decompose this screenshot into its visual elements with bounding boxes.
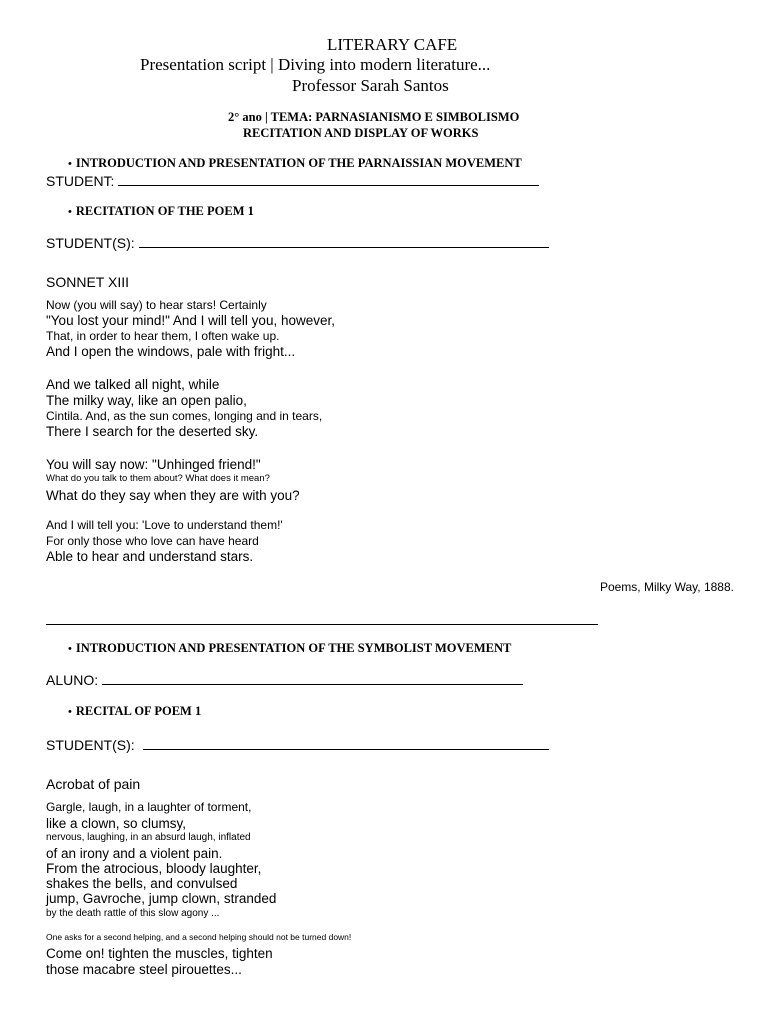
poem-citation: Poems, Milky Way, 1888. [599,580,734,594]
aluno-field-row [46,672,523,688]
bullet-icon: • [68,206,72,218]
poem-line: jump, Gavroche, jump clown, stranded [46,891,277,906]
poem-line: And I open the windows, pale with fright... [46,344,296,359]
poem-title: SONNET XIII [46,274,129,290]
poem-line: those macabre steel pirouettes... [46,962,242,977]
poem-line: That, in order to hear them, I often wake up. [46,329,280,343]
poem-line: shakes the bells, and convulsed [46,876,238,891]
poem-line: by the death rattle of this slow agony ... [46,908,220,919]
students-label: STUDENT(S): [46,737,135,753]
poem-line: And I will tell you: 'Love to understand them!' [46,518,283,532]
parnassian-intro-heading: • INTRODUCTION AND PRESENTATION OF THE PARNAISSIAN MOVEMENT [68,156,522,170]
students-label: STUDENT(S): [46,235,135,251]
poem-line: Now (you will say) to hear stars! Certainly [46,298,267,312]
poem-line: What do they say when they are with you? [46,488,300,503]
poem-line: nervous, laughing, in an absurd laugh, inflated [46,832,251,843]
bullet-icon: • [68,158,72,170]
bullet-icon: • [68,706,72,718]
aluno-label: ALUNO: [46,672,99,688]
student-field-row [46,173,539,189]
poem-line: What do you talk to them about? What does it mean? [46,473,270,484]
poem-line: The milky way, like an open palio, [46,393,247,408]
poem-line: You will say now: "Unhinged friend!" [46,457,261,472]
bullet-icon: • [68,643,72,655]
students-blank-line [143,737,549,750]
poem-line: Able to hear and understand stars. [46,549,254,564]
poem-title-2: Acrobat of pain [46,776,141,792]
students-field-row-2 [46,737,549,753]
poem-line: One asks for a second helping, and a second helping should not be turned down! [46,932,352,942]
grade-theme: 2° ano | TEMA: PARNASIANISMO E SIMBOLISMO [228,110,520,124]
poem-line: "You lost your mind!" And I will tell you, however, [46,313,335,328]
recitation-heading: • RECITATION OF THE POEM 1 [68,204,254,218]
student-blank-line [118,173,539,186]
document-title: LITERARY CAFE [327,35,458,54]
professor-name: Professor Sarah Santos [292,76,449,95]
document-subtitle: Presentation script | Diving into modern literature... [140,55,491,74]
poem-line: And we talked all night, while [46,377,220,392]
students-field-row [46,235,549,251]
activity-title: RECITATION AND DISPLAY OF WORKS [243,126,479,140]
aluno-blank-line [102,672,523,685]
poem-line: Come on! tighten the muscles, tighten [46,946,273,961]
students-blank-line [139,235,549,248]
symbolist-intro-heading: • INTRODUCTION AND PRESENTATION OF THE SYMBOLIST MOVEMENT [68,641,512,655]
poem-line: For only those who love can have heard [46,534,259,548]
poem-line: There I search for the deserted sky. [46,424,259,439]
student-label: STUDENT: [46,173,115,189]
poem-line: like a clown, so clumsy, [46,816,187,831]
poem-line: Gargle, laugh, in a laughter of torment, [46,800,252,814]
poem-line: From the atrocious, bloody laughter, [46,861,262,876]
section-divider [46,624,598,625]
recital-heading: • RECITAL OF POEM 1 [68,704,202,718]
poem-line: Cintila. And, as the sun comes, longing and in tears, [46,409,323,423]
poem-line: of an irony and a violent pain. [46,846,223,861]
